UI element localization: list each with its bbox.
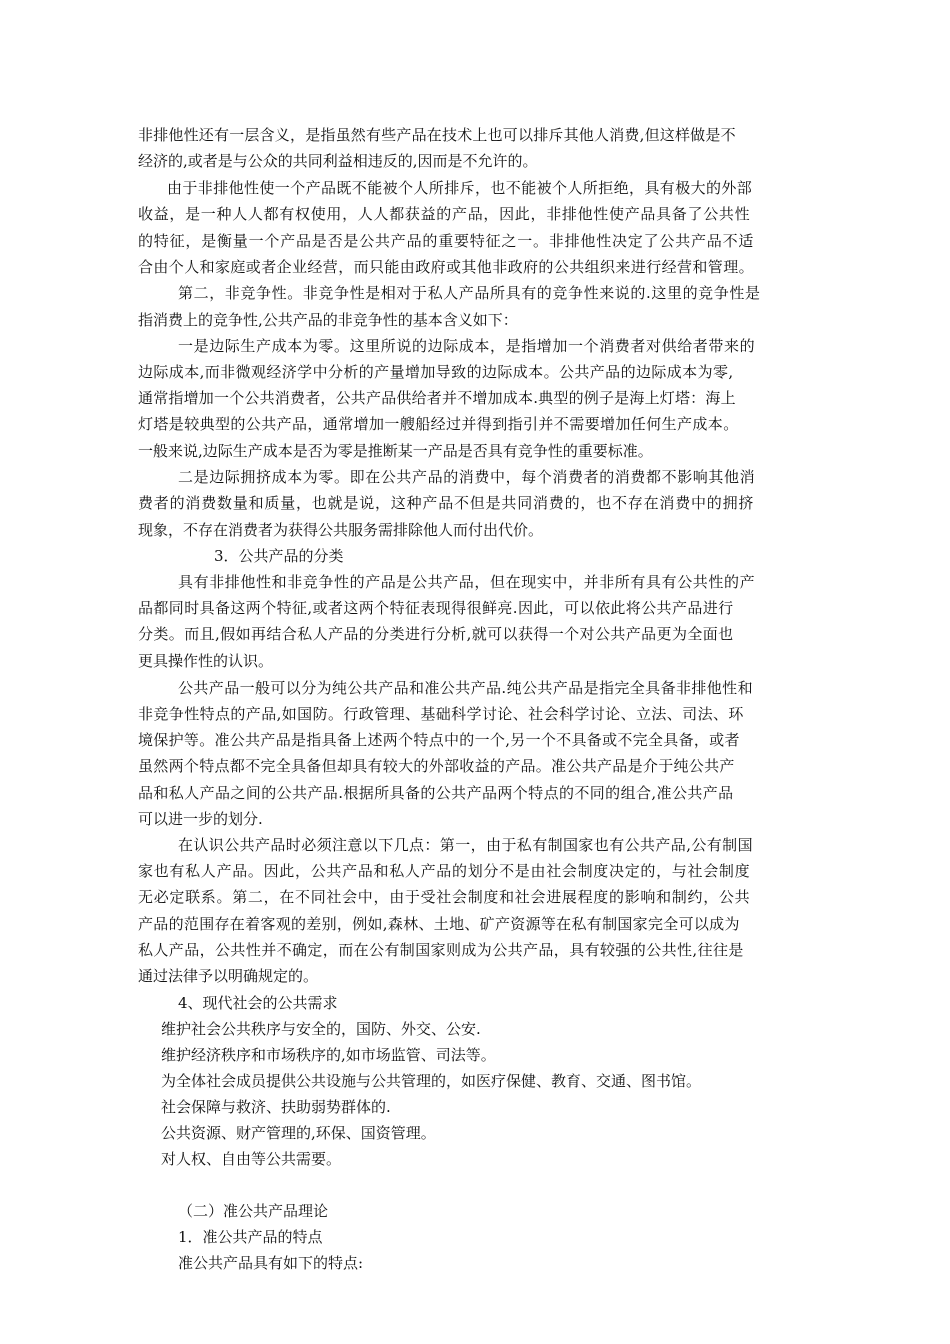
- text-line: 通过法律予以明确规定的。: [138, 967, 319, 985]
- text-line: 更具操作性的认识。: [138, 652, 274, 670]
- text-line: 分类。而且,假如再结合私人产品的分类进行分析,就可以获得一个对公共产品更为全面也: [138, 625, 734, 643]
- text-line: 指消费上的竞争性,公共产品的非竞争性的基本含义如下：: [138, 311, 518, 329]
- text-line: 合由个人和家庭或者企业经营，而只能由政府或其他非政府的公共组织来进行经营和管理。: [138, 258, 755, 276]
- text-line: 公共产品一般可以分为纯公共产品和准公共产品.纯公共产品是指完全具备非排他性和: [178, 679, 753, 697]
- text-line: 通常指增加一个公共消费者，公共产品供给者并不增加成本.典型的例子是海上灯塔：海上: [138, 389, 736, 407]
- text-line: 一是边际生产成本为零。这里所说的边际成本，是指增加一个消费者对供给者带来的: [178, 337, 756, 355]
- text-line: 经济的,或者是与公众的共同利益相违反的,因而是不允许的。: [138, 152, 538, 170]
- text-line: 非排他性还有一层含义，是指虽然有些产品在技术上也可以排斥其他人消费,但这样做是不: [138, 126, 736, 144]
- text-line: 非竞争性特点的产品,如国防。行政管理、基础科学讨论、社会科学讨论、立法、司法、环: [138, 705, 744, 723]
- list-item: 维护社会公共秩序与安全的，国防、外交、公安.: [161, 1020, 481, 1038]
- text-line: 准公共产品具有如下的特点:: [178, 1254, 364, 1272]
- list-item: 公共资源、财产管理的,环保、国资管理。: [161, 1124, 436, 1142]
- list-item: 维护经济秩序和市场秩序的,如市场监管、司法等。: [161, 1046, 496, 1064]
- list-item: 社会保障与救济、扶助弱势群体的.: [161, 1098, 391, 1116]
- text-line: 品和私人产品之间的公共产品.根据所具备的公共产品两个特点的不同的组合,准公共产品: [138, 784, 734, 802]
- text-line: 可以进一步的划分.: [138, 810, 263, 828]
- text-line: 灯塔是较典型的公共产品，通常增加一艘船经过并得到指引并不需要增加任何生产成本。: [138, 415, 739, 433]
- text-line: 费者的消费数量和质量，也就是说，这种产品不但是共同消费的，也不存在消费中的拥挤: [138, 494, 755, 512]
- section-heading: 4、现代社会的公共需求: [178, 994, 338, 1012]
- list-item: 对人权、自由等公共需要。: [161, 1150, 342, 1168]
- text-line: 一般来说,边际生产成本是否为零是推断某一产品是否具有竞争性的重要标准。: [138, 442, 653, 460]
- text-line: 境保护等。准公共产品是指具备上述两个特点中的一个,另一个不具备或不完全具备，或者: [138, 731, 740, 749]
- text-line: 无必定联系。第二，在不同社会中，由于受社会制度和社会进展程度的影响和制约，公共: [138, 888, 751, 906]
- text-line: 家也有私人产品。因此，公共产品和私人产品的划分不是由社会制度决定的，与社会制度: [138, 862, 751, 880]
- section-heading: （二）准公共产品理论: [178, 1202, 329, 1220]
- text-line: 现象，不存在消费者为获得公共服务需排除他人而付出代价。: [138, 521, 544, 539]
- text-line: 第二，非竞争性。非竞争性是相对于私人产品所具有的竞争性来说的.这里的竞争性是: [178, 284, 761, 302]
- text-line: 私人产品，公共性并不确定，而在公有制国家则成为公共产品，具有较强的公共性,往往是: [138, 941, 744, 959]
- text-line: 产品的范围存在着客观的差别，例如,森林、土地、矿产资源等在私有制国家完全可以成为: [138, 915, 740, 933]
- text-line: 二是边际拥挤成本为零。即在公共产品的消费中，每个消费者的消费都不影响其他消: [178, 468, 756, 486]
- text-line: 具有非排他性和非竞争性的产品是公共产品，但在现实中，并非所有具有公共性的产: [178, 573, 756, 591]
- text-line: 由于非排他性使一个产品既不能被个人所排斥，也不能被个人所拒绝，具有极大的外部: [167, 179, 753, 197]
- text-line: 收益，是一种人人都有权使用，人人都获益的产品，因此，非排他性使产品具备了公共性: [138, 205, 751, 223]
- section-heading: 3．公共产品的分类: [214, 547, 344, 565]
- text-line: 品都同时具备这两个特征,或者这两个特征表现得很鲜亮.因此，可以依此将公共产品进行: [138, 599, 734, 617]
- text-line: 的特征，是衡量一个产品是否是公共产品的重要特征之一。非排他性决定了公共产品不适: [138, 232, 755, 250]
- text-line: 虽然两个特点都不完全具备但却具有较大的外部收益的产品。准公共产品是介于纯公共产: [138, 757, 735, 775]
- text-line: 边际成本,而非微观经济学中分析的产量增加导致的边际成本。公共产品的边际成本为零,: [138, 363, 734, 381]
- list-item: 为全体社会成员提供公共设施与公共管理的，如医疗保健、教育、交通、图书馆。: [161, 1072, 702, 1090]
- subsection-heading: 1．准公共产品的特点: [178, 1228, 323, 1246]
- text-line: 在认识公共产品时必须注意以下几点：第一，由于私有制国家也有公共产品,公有制国: [178, 836, 753, 854]
